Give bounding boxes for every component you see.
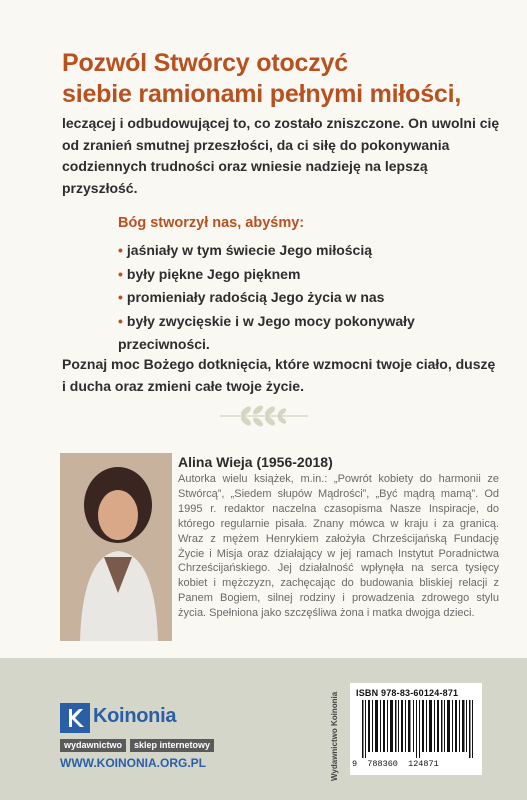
bullet-icon: • <box>118 242 123 258</box>
list-item <box>118 263 478 287</box>
list-item <box>118 239 478 263</box>
vertical-publisher-name: Wydawnictwo Koinonia <box>330 691 339 781</box>
list-item-text: jaśniały w tym świecie Jego miłością <box>126 242 373 258</box>
koinonia-logo-icon <box>60 703 90 733</box>
author-name: Alina Wieja (1956-2018) <box>178 454 333 470</box>
main-heading <box>62 48 502 110</box>
list-item-text: były piękne Jego pięknem <box>126 265 301 282</box>
list-item-text: były zwycięskie i w Jego mocy pokonywały przeciwności. <box>118 312 415 352</box>
bullet-icon: • <box>118 312 123 329</box>
isbn-text: ISBN 978-83-60124-871 <box>356 688 459 698</box>
bullet-icon: • <box>118 265 123 282</box>
closing-paragraph: Poznaj moc Bożego dotknięcia, które wzmocni twoje ciało, duszę i ducha oraz zmieni całe twoje życie. <box>62 356 496 394</box>
heading-line-1: Pozwól Stwórcy otoczyć <box>62 49 348 77</box>
purpose-list-heading: Bóg stworzył nas, abyśmy: <box>118 215 305 231</box>
website-link[interactable]: WWW.KOINONIA.ORG.PL <box>60 756 206 770</box>
leaf-ornament-icon <box>218 402 310 430</box>
intro-paragraph: leczącej i odbudowującej to, co zostało zniszczone. On uwolni cię od zranień smutnej przeszłości, da ci siłę do pokonywania codziennych trudności oraz wniesie nadzieję na lepszą przyszłość. <box>62 115 500 196</box>
heading-line-2: siebie ramionami pełnymi miłości, <box>62 80 462 108</box>
list-item <box>118 286 478 310</box>
purpose-list <box>118 239 478 357</box>
barcode-icon <box>362 700 474 758</box>
brand-name: Koinonia <box>93 705 177 727</box>
bullet-icon: • <box>118 289 123 305</box>
list-item-text: promieniały radością Jego życia w nas <box>126 289 385 305</box>
purpose-list-block <box>118 213 478 357</box>
author-photo <box>60 453 172 641</box>
shop-tag: sklep internetowy <box>130 739 214 752</box>
author-bio: Autorka wielu książek, m.in.: „Powrót kobiety do harmonii ze Stwórcą”, „Siedem słupów Mądrości”, „Być mądrą mamą”. Od 1995 r. redaktor naczelna czasopisma Nasze Inspiracje, do którego regularnie pisała. Znany mówca w kraju i za granicą. Wraz z mężem Henrykiem założyła Chrześcijańską Fundację Życie i Misja oraz działający w jej ramach Instytut Poradnictwa Chrześcijańskiego. Jej działalność wpłynęła na serca tysięcy kobiet i mężczyzn, zachęcając do budowania bliskiej relacji z Panem Bogiem, silnej rodziny i prowadzenia zdrowego stylu życia. Spełniona jako szczęśliwa żona i matka dwojga dzieci. <box>178 473 499 620</box>
list-item <box>118 310 418 357</box>
publisher-tag: wydawnictwo <box>60 739 126 752</box>
barcode-digits: 9 788360 124871 <box>352 759 439 769</box>
